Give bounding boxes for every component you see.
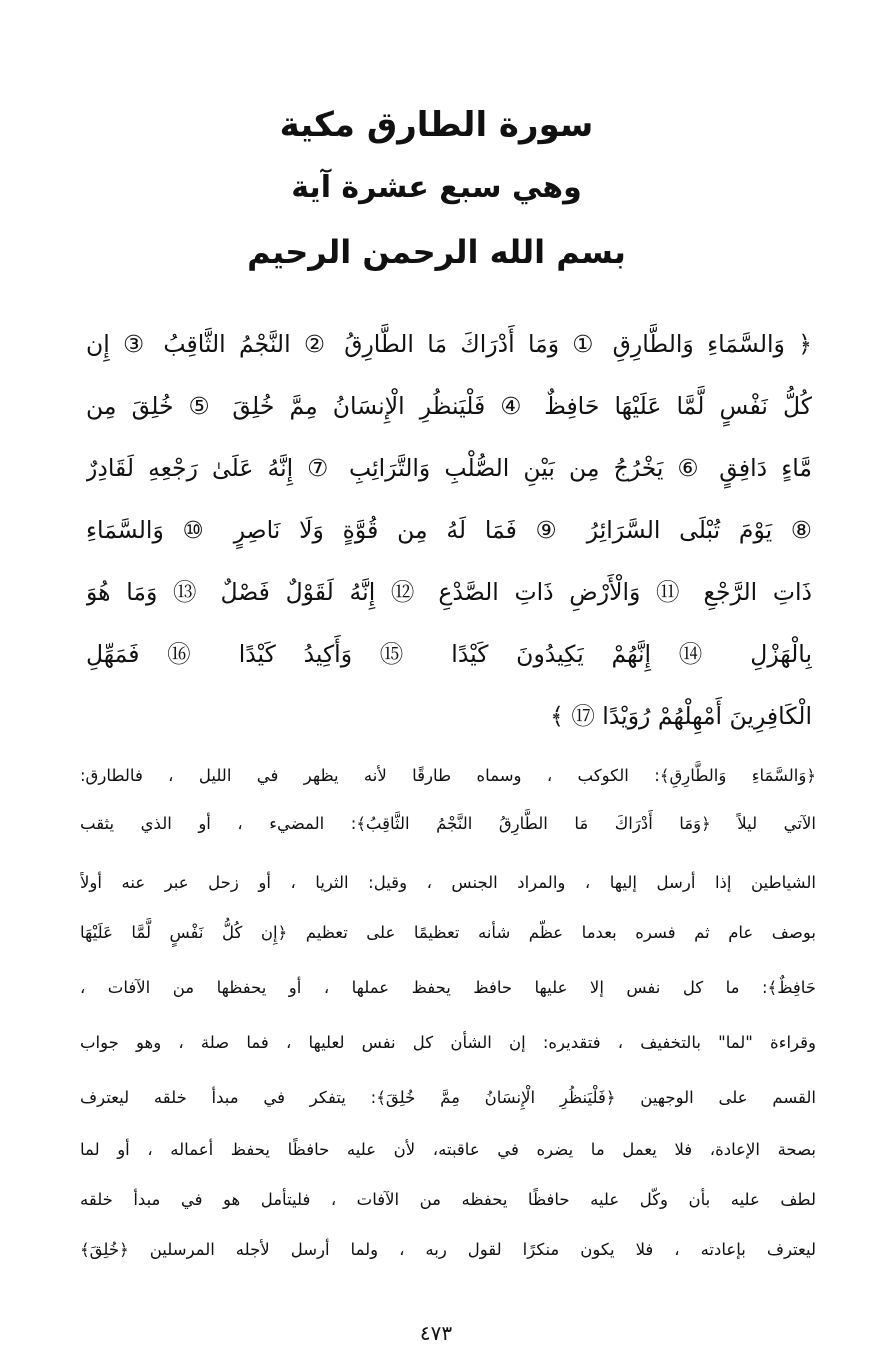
tafsir-line: القسم على الوجهين ﴿فَلْيَنظُرِ الْإِنسَانُ مِمَّ خُلِقَ﴾: يتفكر في مبدأ خلقه ليعترف	[80, 1088, 816, 1107]
tafsir-line: الشياطين إذا أرسل إليها ، والمراد الجنس ، وقيل: الثريا ، أو زحل عبر عنه أولاً	[80, 873, 816, 892]
quran-line: بِالْهَزْلِ ⑭ إِنَّهُمْ يَكِيدُونَ كَيْدًا ⑮ وَأَكِيدُ كَيْدًا ⑯ فَمَهِّلِ	[86, 640, 812, 668]
quran-line: مَّاءٍ دَافِقٍ ⑥ يَخْرُجُ مِن بَيْنِ الصُّلْبِ وَالتَّرَائِبِ ⑦ إِنَّهُ عَلَىٰ رَجْعِهِ لَقَادِرٌ	[86, 454, 812, 482]
basmala: بسم الله الرحمن الرحيم	[247, 233, 626, 271]
tafsir-line: لطف عليه بأن وكّل عليه حافظًا يحفظه من الآفات ، فليتأمل هو في مبدأ خلقه	[80, 1190, 816, 1209]
tafsir-line: ﴿وَالسَّمَاءِ وَالطَّارِقِ﴾: الكوكب ، وسماه طارقًا لأنه يظهر في الليل ، فالطارق:	[80, 766, 816, 785]
surah-title: سورة الطارق مكية	[279, 105, 594, 145]
quran-line: ذَاتِ الرَّجْعِ ⑪ وَالْأَرْضِ ذَاتِ الصَّدْعِ ⑫ إِنَّهُ لَقَوْلٌ فَصْلٌ ⑬ وَمَا هُوَ	[86, 578, 812, 606]
tafsir-line: وقراءة "لما" بالتخفيف ، فتقديره: إن الشأن كل نفس لعليها ، فما صلة ، وهو جواب	[80, 1033, 816, 1052]
tafsir-line: بوصف عام ثم فسره بعدما عظّم شأنه تعظيمًا على تعظيم ﴿إِن كُلُّ نَفْسٍ لَّمَّا عَلَيْهَا	[80, 923, 816, 942]
tafsir-line: الآتي ليلاً ﴿وَمَا أَدْرَاكَ مَا الطَّارِقُ النَّجْمُ الثَّاقِبُ﴾: المضيء ، أو الذي يثقب	[80, 814, 816, 833]
tafsir-line: حَافِظٌ﴾: ما كل نفس إلا عليها حافظ يحفظ عملها ، أو يحفظها من الآفات ،	[80, 978, 816, 997]
quran-line: كُلُّ نَفْسٍ لَّمَّا عَلَيْهَا حَافِظٌ ④ فَلْيَنظُرِ الْإِنسَانُ مِمَّ خُلِقَ ⑤ خُلِقَ مِن	[86, 392, 812, 420]
quran-line: ⑧ يَوْمَ تُبْلَى السَّرَائِرُ ⑨ فَمَا لَهُ مِن قُوَّةٍ وَلَا نَاصِرٍ ⑩ وَالسَّمَاءِ	[86, 516, 812, 544]
tafsir-line: بصحة الإعادة، فلا يعمل ما يضره في عاقبته، لأن عليه حافظًا يحفظ أعماله ، أو لما	[80, 1140, 816, 1159]
surah-verse-count: وهي سبع عشرة آية	[291, 170, 582, 205]
quran-line: الْكَافِرِينَ أَمْهِلْهُمْ رُوَيْدًا ⑰ ﴾	[550, 702, 812, 730]
page-number: ٤٧٣	[419, 1321, 453, 1345]
tafsir-line: ليعترف بإعادته ، فلا يكون منكرًا لقول ربه ، ولما أرسل لأجله المرسلين ﴿خُلِقَ﴾	[80, 1240, 816, 1259]
quran-line: ﴿ وَالسَّمَاءِ وَالطَّارِقِ ① وَمَا أَدْرَاكَ مَا الطَّارِقُ ② النَّجْمُ الثَّاقِبُ ③ إِن	[86, 330, 812, 358]
